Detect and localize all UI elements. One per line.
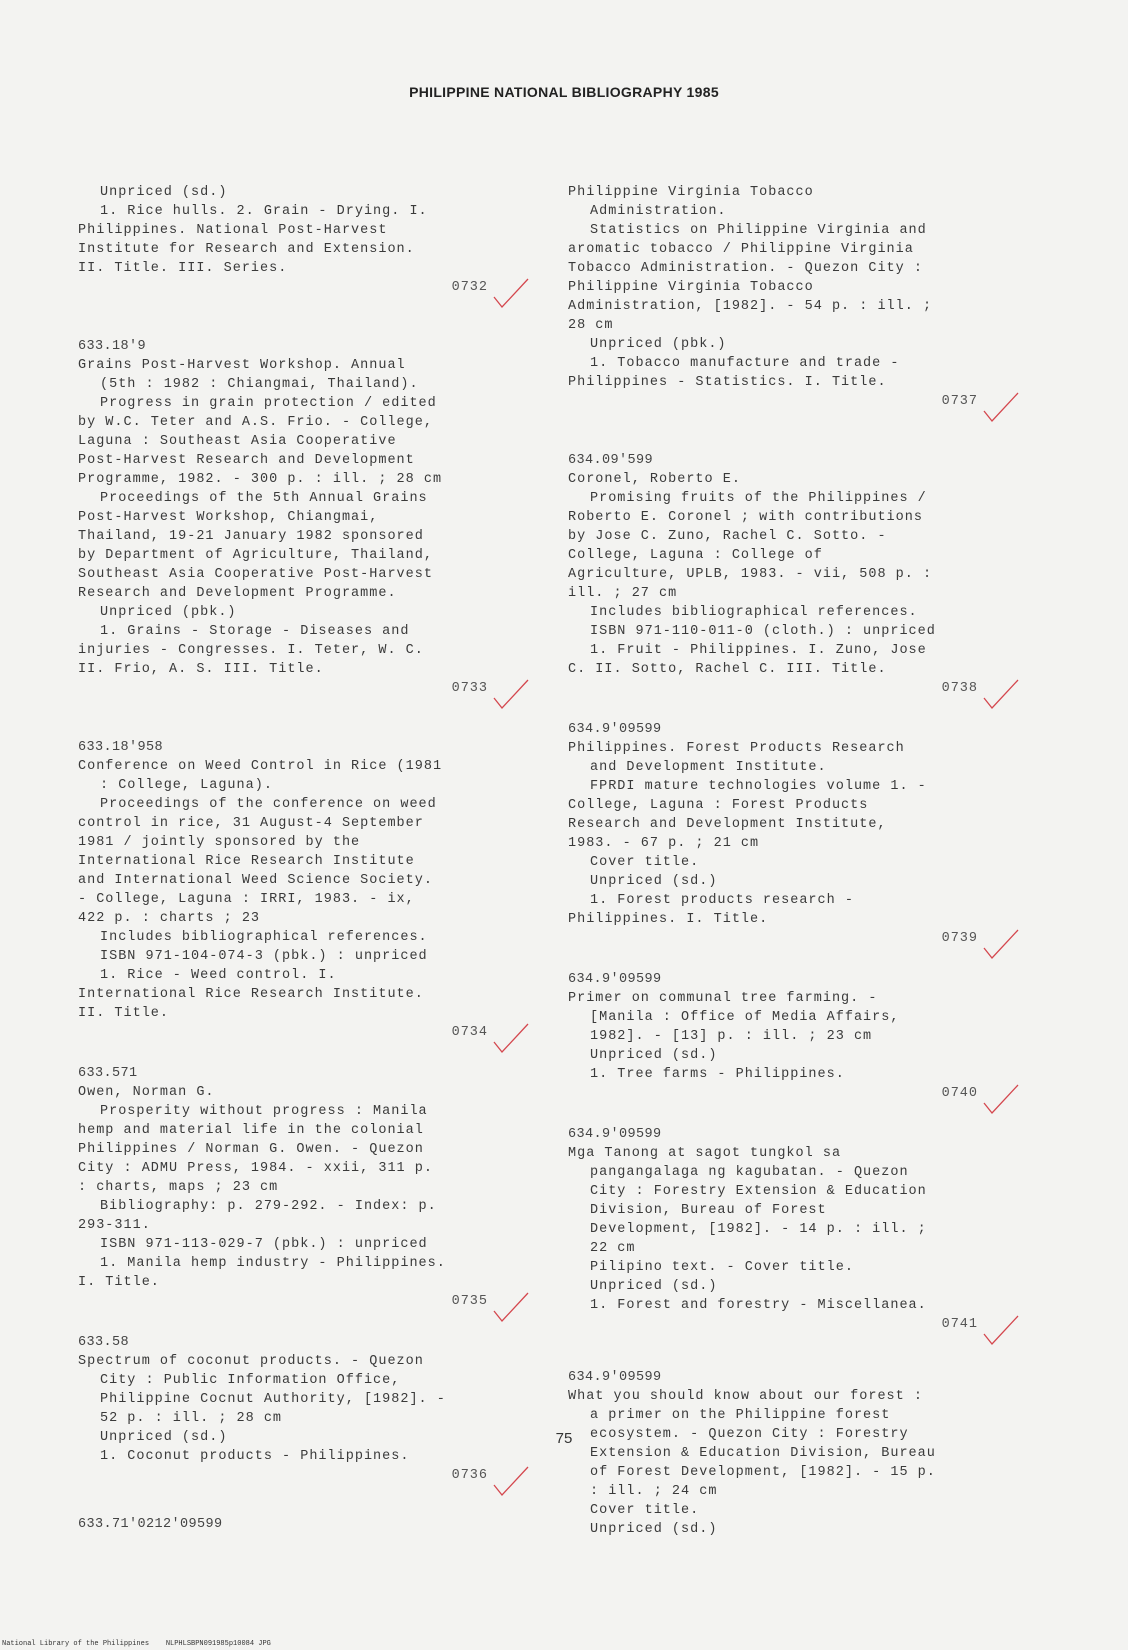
- entry-line: : ill. ; 24 cm: [590, 1484, 718, 1499]
- entry-line: : charts, maps ; 23 cm: [78, 1180, 279, 1195]
- classification-number: 634.9'09599: [568, 722, 662, 737]
- classification-number: 633.18'958: [78, 740, 164, 755]
- entry-line: Cover title.: [590, 855, 700, 870]
- entry-line: pangangalaga ng kagubatan. - Quezon: [590, 1165, 909, 1180]
- left-column: [78, 183, 518, 1534]
- entry-line: Tobacco Administration. - Quezon City :: [568, 261, 923, 276]
- red-checkmark-icon: [980, 391, 1020, 423]
- entry-line: FPRDI mature technologies volume 1. -: [590, 779, 927, 794]
- red-checkmark-icon: [980, 678, 1020, 710]
- bibliography-entry: [568, 451, 1008, 698]
- entry-line: Philippine Virginia Tobacco: [568, 280, 814, 295]
- entry-line: - College, Laguna : IRRI, 1983. - ix,: [78, 892, 415, 907]
- entry-line: ISBN 971-104-074-3 (pbk.) : unpriced: [100, 949, 428, 964]
- entry-line: Bibliography: p. 279-292. - Index: p.: [100, 1199, 437, 1214]
- entry-line: Proceedings of the 5th Annual Grains: [100, 491, 428, 506]
- entry-line: Mga Tanong at sagot tungkol sa: [568, 1146, 842, 1161]
- entry-line: 1. Rice hulls. 2. Grain - Drying. I.: [100, 204, 428, 219]
- entry-line: Philippines. Forest Products Research: [568, 741, 905, 756]
- entry-line: by Department of Agriculture, Thailand,: [78, 548, 433, 563]
- entry-line: of Forest Development, [1982]. - 15 p.: [590, 1465, 936, 1480]
- entry-line: Philippines / Norman G. Owen. - Quezon: [78, 1142, 424, 1157]
- entry-line: Research and Development Institute,: [568, 817, 887, 832]
- classification-number: 634.09'599: [568, 453, 654, 468]
- entry-line: 1. Grains - Storage - Diseases and: [100, 624, 410, 639]
- red-checkmark-icon: [490, 1022, 530, 1054]
- entry-line: (5th : 1982 : Chiangmai, Thailand).: [100, 377, 419, 392]
- entry-line: City : Public Information Office,: [100, 1373, 401, 1388]
- entry-line: 293-311.: [78, 1218, 151, 1233]
- bibliography-entry: [568, 970, 1008, 1103]
- entry-line: 1. Rice - Weed control. I.: [100, 968, 337, 983]
- entry-line: 1. Forest and forestry - Miscellanea.: [590, 1298, 927, 1313]
- entry-line: Unpriced (sd.): [100, 185, 228, 200]
- entry-line: College, Laguna : Forest Products: [568, 798, 869, 813]
- entry-line: and International Weed Science Society.: [78, 873, 433, 888]
- right-column: [568, 183, 1008, 1539]
- bibliography-entry: [78, 738, 518, 1042]
- entry-line: 1. Tobacco manufacture and trade -: [590, 356, 900, 371]
- entry-line: Laguna : Southeast Asia Cooperative: [78, 434, 397, 449]
- entry-line: Unpriced (sd.): [100, 1430, 228, 1445]
- entry-line: : College, Laguna).: [100, 778, 273, 793]
- entry-line: Division, Bureau of Forest: [590, 1203, 827, 1218]
- bibliography-entry: [78, 1064, 518, 1311]
- entry-line: 28 cm: [568, 318, 614, 333]
- bibliography-entry: [568, 1368, 1008, 1539]
- entry-line: control in rice, 31 August-4 September: [78, 816, 424, 831]
- classification-number: 633.571: [78, 1066, 138, 1081]
- entry-line: City : ADMU Press, 1984. - xxii, 311 p.: [78, 1161, 433, 1176]
- entry-line: Research and Development Programme.: [78, 586, 397, 601]
- red-checkmark-icon: [490, 1465, 530, 1497]
- entry-line: Thailand, 19-21 January 1982 sponsored: [78, 529, 424, 544]
- bibliography-entry: [568, 1125, 1008, 1334]
- entry-line: Philippines - Statistics. I. Title.: [568, 375, 887, 390]
- entry-line: Primer on communal tree farming. -: [568, 991, 878, 1006]
- entry-line: by Jose C. Zuno, Rachel C. Sotto. -: [568, 529, 887, 544]
- entry-line: Philippine Cocnut Authority, [1982]. -: [100, 1392, 446, 1407]
- entry-line: II. Frio, A. S. III. Title.: [78, 662, 324, 677]
- entry-line: Administration.: [590, 204, 727, 219]
- entry-line: [Manila : Office of Media Affairs,: [590, 1010, 900, 1025]
- red-checkmark-icon: [980, 1314, 1020, 1346]
- entry-line: 1982]. - [13] p. : ill. ; 23 cm: [590, 1029, 873, 1044]
- entry-line: Spectrum of coconut products. - Quezon: [78, 1354, 424, 1369]
- classification-number: 634.9'09599: [568, 1370, 662, 1385]
- entry-line: What you should know about our forest :: [568, 1389, 923, 1404]
- page-number: 75: [555, 1430, 573, 1447]
- entry-line: Progress in grain protection / edited: [100, 396, 437, 411]
- entry-line: Development, [1982]. - 14 p. : ill. ;: [590, 1222, 927, 1237]
- red-checkmark-icon: [490, 1291, 530, 1323]
- bibliography-entry: [78, 1515, 518, 1534]
- classification-number: 633.18'9: [78, 339, 147, 354]
- scan-footer: National Library of the Philippines NLPHLSBPN091985p10084 JPG: [2, 1640, 271, 1648]
- page-header: PHILIPPINE NATIONAL BIBLIOGRAPHY 1985: [409, 84, 719, 100]
- classification-number: 634.9'09599: [568, 1127, 662, 1142]
- entry-line: Proceedings of the conference on weed: [100, 797, 437, 812]
- entry-line: ISBN 971-113-029-7 (pbk.) : unpriced: [100, 1237, 428, 1252]
- entry-line: Promising fruits of the Philippines /: [590, 491, 927, 506]
- red-checkmark-icon: [980, 1083, 1020, 1115]
- entry-line: 1983. - 67 p. ; 21 cm: [568, 836, 760, 851]
- entry-line: C. II. Sotto, Rachel C. III. Title.: [568, 662, 887, 677]
- red-checkmark-icon: [980, 928, 1020, 960]
- entry-number: 0740: [941, 1086, 978, 1101]
- entry-line: College, Laguna : College of: [568, 548, 823, 563]
- entry-line: 1. Manila hemp industry - Philippines.: [100, 1256, 446, 1271]
- entry-line: Includes bibliographical references.: [100, 930, 428, 945]
- entry-line: Grains Post-Harvest Workshop. Annual: [78, 358, 406, 373]
- entry-line: International Rice Research Institute.: [78, 987, 424, 1002]
- entry-line: and Development Institute.: [590, 760, 827, 775]
- entry-number: 0741: [941, 1317, 978, 1332]
- entry-line: Philippines. National Post-Harvest: [78, 223, 388, 238]
- entry-line: Institute for Research and Extension.: [78, 242, 415, 257]
- entry-number: 0733: [451, 681, 488, 696]
- entry-line: Administration, [1982]. - 54 p. : ill. ;: [568, 299, 933, 314]
- entry-line: Unpriced (sd.): [590, 1522, 718, 1537]
- entry-line: Unpriced (pbk.): [590, 337, 727, 352]
- entry-line: Unpriced (sd.): [590, 1048, 718, 1063]
- entry-line: 1. Fruit - Philippines. I. Zuno, Jose: [590, 643, 927, 658]
- entry-line: Cover title.: [590, 1503, 700, 1518]
- entry-line: II. Title. III. Series.: [78, 261, 288, 276]
- entry-line: ecosystem. - Quezon City : Forestry: [590, 1427, 909, 1442]
- entry-line: Pilipino text. - Cover title.: [590, 1260, 854, 1275]
- entry-line: ISBN 971-110-011-0 (cloth.) : unpriced: [590, 624, 936, 639]
- bibliography-entry: [78, 1333, 518, 1485]
- red-checkmark-icon: [490, 277, 530, 309]
- classification-number: 633.71'0212'09599: [78, 1517, 223, 1532]
- entry-line: Extension & Education Division, Bureau: [590, 1446, 936, 1461]
- bibliography-entry: [78, 337, 518, 698]
- classification-number: 633.58: [78, 1335, 130, 1350]
- entry-number: 0739: [941, 931, 978, 946]
- entry-line: Statistics on Philippine Virginia and: [590, 223, 927, 238]
- entry-number: 0732: [451, 280, 488, 295]
- entry-number: 0737: [941, 394, 978, 409]
- entry-line: ill. ; 27 cm: [568, 586, 678, 601]
- entry-number: 0738: [941, 681, 978, 696]
- entry-line: aromatic tobacco / Philippine Virginia: [568, 242, 914, 257]
- entry-line: hemp and material life in the colonial: [78, 1123, 424, 1138]
- entry-line: Roberto E. Coronel ; with contributions: [568, 510, 923, 525]
- entry-number: 0735: [451, 1294, 488, 1309]
- entry-line: Programme, 1982. - 300 p. : ill. ; 28 cm: [78, 472, 443, 487]
- entry-line: Includes bibliographical references.: [590, 605, 918, 620]
- bibliography-entry: [568, 183, 1008, 411]
- entry-line: Post-Harvest Research and Development: [78, 453, 415, 468]
- bibliography-entry: [78, 183, 518, 297]
- entry-line: 422 p. : charts ; 23: [78, 911, 261, 926]
- entry-line: 1. Tree farms - Philippines.: [590, 1067, 845, 1082]
- entry-line: 52 p. : ill. ; 28 cm: [100, 1411, 283, 1426]
- entry-line: 1. Forest products research -: [590, 893, 854, 908]
- entry-line: 1981 / jointly sponsored by the: [78, 835, 361, 850]
- entry-line: 1. Coconut products - Philippines.: [100, 1449, 410, 1464]
- entry-line: Post-Harvest Workshop, Chiangmai,: [78, 510, 379, 525]
- entry-line: Conference on Weed Control in Rice (1981: [78, 759, 443, 774]
- entry-line: Philippine Virginia Tobacco: [568, 185, 814, 200]
- entry-line: Agriculture, UPLB, 1983. - vii, 508 p. :: [568, 567, 933, 582]
- entry-line: by W.C. Teter and A.S. Frio. - College,: [78, 415, 433, 430]
- entry-line: II. Title.: [78, 1006, 170, 1021]
- bibliography-entry: [568, 720, 1008, 948]
- entry-line: a primer on the Philippine forest: [590, 1408, 891, 1423]
- entry-line: Coronel, Roberto E.: [568, 472, 741, 487]
- entry-line: I. Title.: [78, 1275, 160, 1290]
- entry-line: Owen, Norman G.: [78, 1085, 215, 1100]
- entry-line: 22 cm: [590, 1241, 636, 1256]
- entry-line: injuries - Congresses. I. Teter, W. C.: [78, 643, 424, 658]
- entry-line: Unpriced (sd.): [590, 874, 718, 889]
- red-checkmark-icon: [490, 678, 530, 710]
- entry-line: Philippines. I. Title.: [568, 912, 769, 927]
- entry-line: City : Forestry Extension & Education: [590, 1184, 927, 1199]
- entry-number: 0736: [451, 1468, 488, 1483]
- classification-number: 634.9'09599: [568, 972, 662, 987]
- entry-line: International Rice Research Institute: [78, 854, 415, 869]
- entry-number: 0734: [451, 1025, 488, 1040]
- entry-line: Unpriced (pbk.): [100, 605, 237, 620]
- entry-line: Southeast Asia Cooperative Post-Harvest: [78, 567, 433, 582]
- entry-line: Unpriced (sd.): [590, 1279, 718, 1294]
- entry-line: Prosperity without progress : Manila: [100, 1104, 428, 1119]
